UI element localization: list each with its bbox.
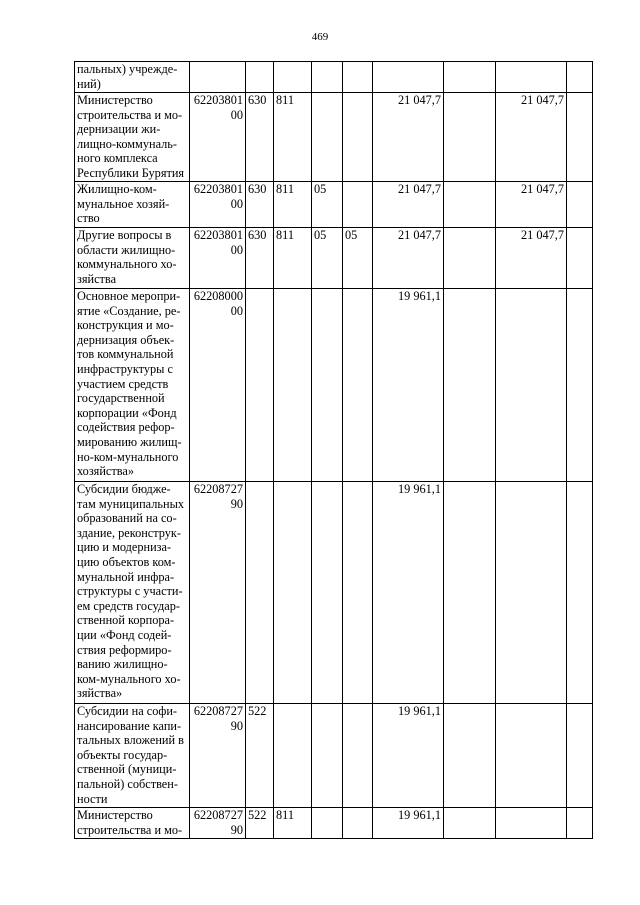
cell-amount-2 [444, 482, 496, 704]
cell-subsection [343, 808, 373, 839]
cell-amount-3 [496, 808, 567, 839]
cell-name: Субсидии бюдже- там муниципальных образований на со- здание, реконструк- цию и модерниза- цию объектов ком- мунальной инфра- структуры с участи- ем средств государ- ственной корпора- ции «Фонд содей- ствия реформиро- ванию жилищно- ком-мунального хо- зяйства» [75, 482, 190, 704]
cell-name: пальных) учрежде- ний) [75, 62, 190, 93]
cell-expense-type: 522 [246, 808, 274, 839]
cell-target-code: 62208727 90 [190, 482, 246, 704]
cell-amount-3: 21 047,7 [496, 228, 567, 289]
cell-subsection [343, 289, 373, 482]
cell-section: 05 [312, 228, 343, 289]
cell-amount-4 [567, 182, 593, 228]
cell-expense-type [246, 62, 274, 93]
cell-section [312, 93, 343, 182]
cell-expense-type: 522 [246, 704, 274, 808]
cell-amount-1: 21 047,7 [373, 182, 444, 228]
cell-ministry-code [274, 482, 312, 704]
cell-expense-type: 630 [246, 182, 274, 228]
cell-amount-4 [567, 808, 593, 839]
cell-expense-type: 630 [246, 93, 274, 182]
cell-target-code [190, 62, 246, 93]
cell-target-code: 62203801 00 [190, 182, 246, 228]
cell-expense-type: 630 [246, 228, 274, 289]
cell-amount-2 [444, 228, 496, 289]
cell-subsection [343, 62, 373, 93]
table-row [75, 704, 593, 808]
cell-ministry-code [274, 62, 312, 93]
cell-name: Другие вопросы в области жилищно- коммунального хо- зяйства [75, 228, 190, 289]
cell-amount-2 [444, 704, 496, 808]
cell-subsection [343, 182, 373, 228]
cell-amount-2 [444, 808, 496, 839]
cell-name: Субсидии на софи- нансирование капи- тальных вложений в объекты государ- ственной (муници- пальной) собствен- ности [75, 704, 190, 808]
cell-name: Жилищно-ком- мунальное хозяй- ство [75, 182, 190, 228]
cell-name: Министерство строительства и мо- [75, 808, 190, 839]
page-number: 469 [311, 31, 329, 43]
cell-subsection: 05 [343, 228, 373, 289]
cell-section [312, 704, 343, 808]
cell-name: Министерство строительства и мо- дернизации жи- лищно-коммуналь- ного комплекса Республики Бурятия [75, 93, 190, 182]
cell-section [312, 289, 343, 482]
cell-amount-1: 21 047,7 [373, 228, 444, 289]
cell-section: 05 [312, 182, 343, 228]
cell-section [312, 62, 343, 93]
table-row [75, 62, 593, 93]
cell-amount-2 [444, 289, 496, 482]
cell-amount-4 [567, 62, 593, 93]
table-row [75, 482, 593, 704]
cell-target-code: 62208727 90 [190, 704, 246, 808]
table-row [75, 289, 593, 482]
cell-section [312, 482, 343, 704]
cell-amount-4 [567, 93, 593, 182]
cell-expense-type [246, 482, 274, 704]
table-row [75, 182, 593, 228]
cell-amount-3: 21 047,7 [496, 93, 567, 182]
cell-expense-type [246, 289, 274, 482]
cell-ministry-code: 811 [274, 808, 312, 839]
cell-amount-1: 19 961,1 [373, 289, 444, 482]
cell-amount-2 [444, 93, 496, 182]
cell-subsection [343, 704, 373, 808]
cell-amount-1: 19 961,1 [373, 482, 444, 704]
cell-ministry-code: 811 [274, 93, 312, 182]
cell-amount-3 [496, 482, 567, 704]
cell-amount-4 [567, 704, 593, 808]
cell-name: Основное меропри- ятие «Создание, ре- конструкция и мо- дернизация объек- тов коммунальной инфраструктуры с участием средств государственной корпорации «Фонд содействия рефор- мированию жилищ- но-ком-мунального хозяйства» [75, 289, 190, 482]
cell-target-code: 62203801 00 [190, 93, 246, 182]
cell-amount-3: 21 047,7 [496, 182, 567, 228]
cell-amount-4 [567, 289, 593, 482]
cell-target-code: 62208727 90 [190, 808, 246, 839]
table-row [75, 93, 593, 182]
cell-amount-4 [567, 482, 593, 704]
cell-ministry-code [274, 704, 312, 808]
cell-subsection [343, 93, 373, 182]
cell-amount-4 [567, 228, 593, 289]
cell-section [312, 808, 343, 839]
cell-ministry-code: 811 [274, 182, 312, 228]
cell-amount-1: 19 961,1 [373, 808, 444, 839]
cell-amount-3 [496, 62, 567, 93]
cell-amount-3 [496, 704, 567, 808]
cell-amount-1: 21 047,7 [373, 93, 444, 182]
cell-ministry-code: 811 [274, 228, 312, 289]
cell-amount-1 [373, 62, 444, 93]
cell-target-code: 62208000 00 [190, 289, 246, 482]
cell-amount-1: 19 961,1 [373, 704, 444, 808]
cell-amount-2 [444, 182, 496, 228]
budget-table [74, 61, 593, 839]
cell-target-code: 62203801 00 [190, 228, 246, 289]
cell-amount-3 [496, 289, 567, 482]
cell-subsection [343, 482, 373, 704]
table-row [75, 228, 593, 289]
table-row [75, 808, 593, 839]
cell-amount-2 [444, 62, 496, 93]
cell-ministry-code [274, 289, 312, 482]
